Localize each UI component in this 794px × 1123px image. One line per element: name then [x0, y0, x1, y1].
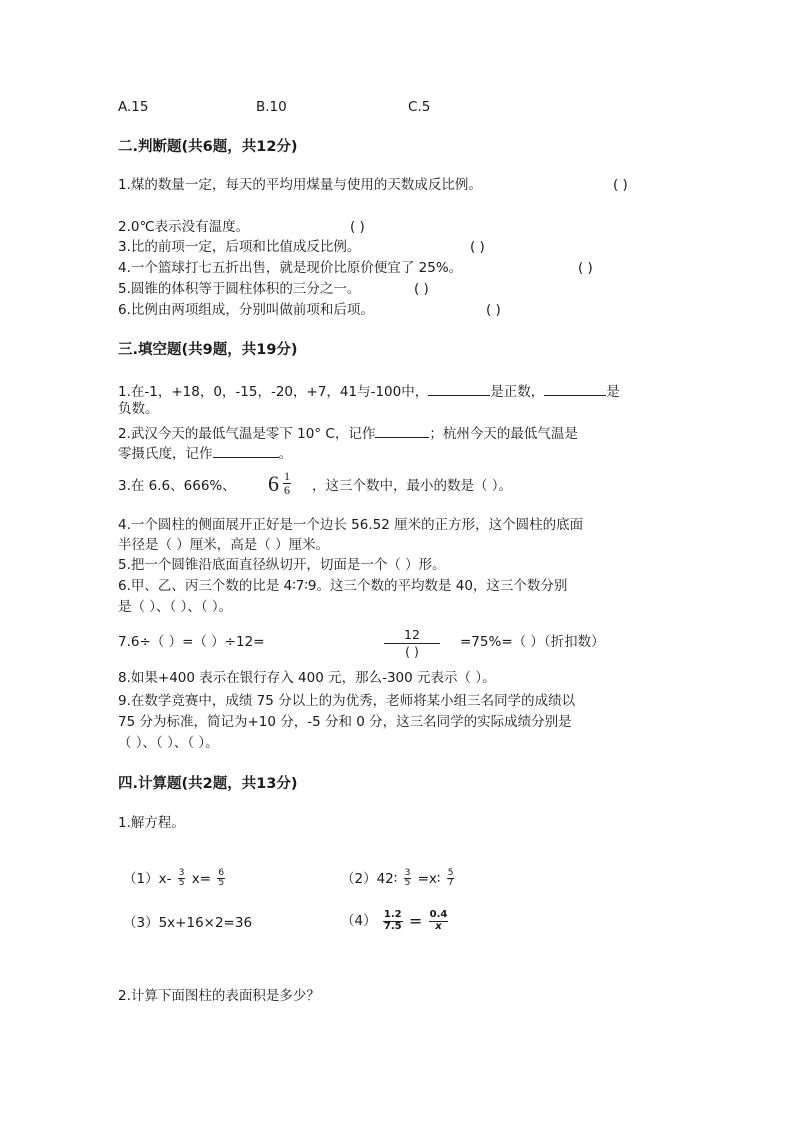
fill-q1-blank-1[interactable]	[428, 381, 490, 396]
fill-q8: 8.如果+400 表示在银行存入 400 元，那么-300 元表示（ ）。	[118, 670, 496, 686]
eq2-fraction-1	[404, 869, 412, 889]
eq4-fraction-1	[383, 910, 403, 932]
judge-q6: 6.比例由两项组成，分别叫做前项和后项。	[118, 302, 374, 318]
choice-b: B.10	[256, 99, 287, 115]
fill-q9-line1: 9.在数学竞赛中，成绩 75 分以上的为优秀，老师将某小组三名同学的成绩以	[118, 693, 576, 709]
fill-q3-frac-den: 6	[284, 482, 290, 497]
section-title-judgement: 二.判断题(共6题，共12分)	[118, 139, 298, 155]
eq4-text-a: （4）	[341, 913, 377, 929]
fill-q2-line1	[118, 423, 578, 442]
judge-q3-answer: ( )	[470, 239, 485, 255]
fill-q6-line1: 6.甲、乙、丙三个数的比是 4∶7∶9。这三个数的平均数是 40，这三个数分别	[118, 578, 568, 594]
eq1-frac2-num: 6	[218, 868, 225, 878]
fill-q9-line2: 75 分为标准，简记为+10 分，-5 分和 0 分，这三名同学的实际成绩分别是	[118, 714, 572, 730]
fill-q3-frac-num: 1	[284, 469, 290, 483]
section-title-calculation: 四.计算题(共2题，共13分)	[118, 776, 298, 792]
eq2-frac2-num: 5	[447, 868, 454, 878]
equation-4	[341, 910, 450, 932]
eq1-text-a: （1）x-	[123, 870, 172, 887]
fill-q1-text-b: 是正数，	[490, 384, 545, 400]
eq2-text-b: =x∶	[417, 870, 441, 887]
fill-q3-text-a: 3.在 6.6、666%、	[118, 478, 236, 494]
eq1-text-b: x=	[191, 870, 212, 887]
eq1-fraction-2	[217, 869, 225, 889]
fill-q3-whole: 6	[268, 471, 279, 496]
eq1-frac1-num: 3	[178, 868, 185, 878]
choice-a: A.15	[118, 99, 149, 115]
eq1-frac2-den: 5	[218, 878, 225, 889]
fill-q5: 5.把一个圆锥沿底面直径纵切开，切面是一个（ ）形。	[118, 557, 446, 573]
eq4-frac2-num: 0.4	[429, 909, 448, 920]
eq4-frac2-den: x	[435, 920, 442, 932]
fill-q2-text-b: ；杭州今天的最低气温是	[429, 426, 578, 442]
eq2-frac1-den: 5	[404, 878, 411, 889]
eq2-frac2-den: 7	[447, 878, 454, 889]
fill-q2-text-d: 。	[278, 446, 292, 462]
judge-q4: 4.一个篮球打七五折出售，就是现价比原价便宜了 25%。	[118, 260, 463, 276]
fill-q2-line2	[118, 443, 292, 462]
fill-q7-text-b: =75%=（ ）（折扣数）	[460, 634, 605, 650]
fill-q7-frac-num: 12	[384, 627, 440, 644]
fill-q1-blank-2[interactable]	[544, 381, 606, 396]
judge-q6-answer: ( )	[486, 302, 501, 318]
eq1-frac1-den: 5	[178, 878, 185, 889]
fill-q1-line2: 负数。	[118, 401, 159, 417]
choice-c: C.5	[408, 99, 431, 115]
fill-q7-frac-den: ( )	[405, 643, 419, 659]
judge-q2: 2.0℃表示没有温度。	[118, 219, 250, 235]
equation-2	[341, 869, 456, 889]
fill-q7-fraction	[384, 627, 440, 659]
section-title-fill-blank: 三.填空题(共9题，共19分)	[118, 342, 298, 358]
fill-q2-blank-1[interactable]	[375, 423, 429, 438]
eq2-frac1-num: 3	[404, 868, 411, 878]
fill-q4-line2: 半径是（ ）厘米，高是（ ）厘米。	[118, 537, 330, 553]
judge-q5-answer: ( )	[414, 281, 429, 297]
eq4-fraction-2	[429, 910, 449, 932]
eq2-text-a: （2）42∶	[341, 870, 398, 887]
judge-q1-answer: ( )	[613, 177, 628, 193]
fill-q2-blank-2[interactable]	[213, 443, 279, 458]
fill-q3-text-b: ，这三个数中，最小的数是（ ）。	[312, 478, 513, 494]
judge-q2-answer: ( )	[350, 219, 365, 235]
fill-q2-text-a: 2.武汉今天的最低气温是零下 10° C，记作	[118, 426, 376, 442]
judge-q3: 3.比的前项一定，后项和比值成反比例。	[118, 239, 361, 255]
fill-q6-line2: 是（ ）、（ ）、（ ）。	[118, 599, 233, 615]
fill-q9-line3: （ ）、（ ）、（ ）。	[118, 735, 219, 751]
fill-q1-text-c: 是	[606, 384, 620, 400]
fill-q3-fraction	[283, 470, 291, 496]
eq2-fraction-2	[447, 869, 455, 889]
equation-1	[123, 869, 227, 889]
eq4-frac1-num: 1.2	[383, 909, 402, 920]
eq4-frac1-den: 7.5	[383, 920, 402, 932]
equation-3: （3）5x+16×2=36	[123, 915, 253, 931]
fill-q2-text-c: 零摄氏度，记作	[118, 446, 213, 462]
eq1-fraction-1	[178, 869, 186, 889]
calc-q1: 1.解方程。	[118, 815, 185, 831]
judge-q4-answer: ( )	[578, 260, 593, 276]
eq4-equals: =	[408, 911, 423, 931]
fill-q7-text-a: 7.6÷（ ）=（ ）÷12=	[118, 634, 265, 650]
fill-q1-text-a: 1.在-1，+18，0，-15，-20，+7，41与-100中，	[118, 384, 429, 400]
calc-q2: 2.计算下面图柱的表面积是多少？	[118, 988, 320, 1004]
judge-q5: 5.圆锥的体积等于圆柱体积的三分之一。	[118, 281, 361, 297]
judge-q1: 1.煤的数量一定，每天的平均用煤量与使用的天数成反比例。	[118, 177, 482, 193]
fill-q1-line1	[118, 381, 620, 400]
fill-q4-line1: 4.一个圆柱的侧面展开正好是一个边长 56.52 厘米的正方形，这个圆柱的底面	[118, 517, 584, 533]
